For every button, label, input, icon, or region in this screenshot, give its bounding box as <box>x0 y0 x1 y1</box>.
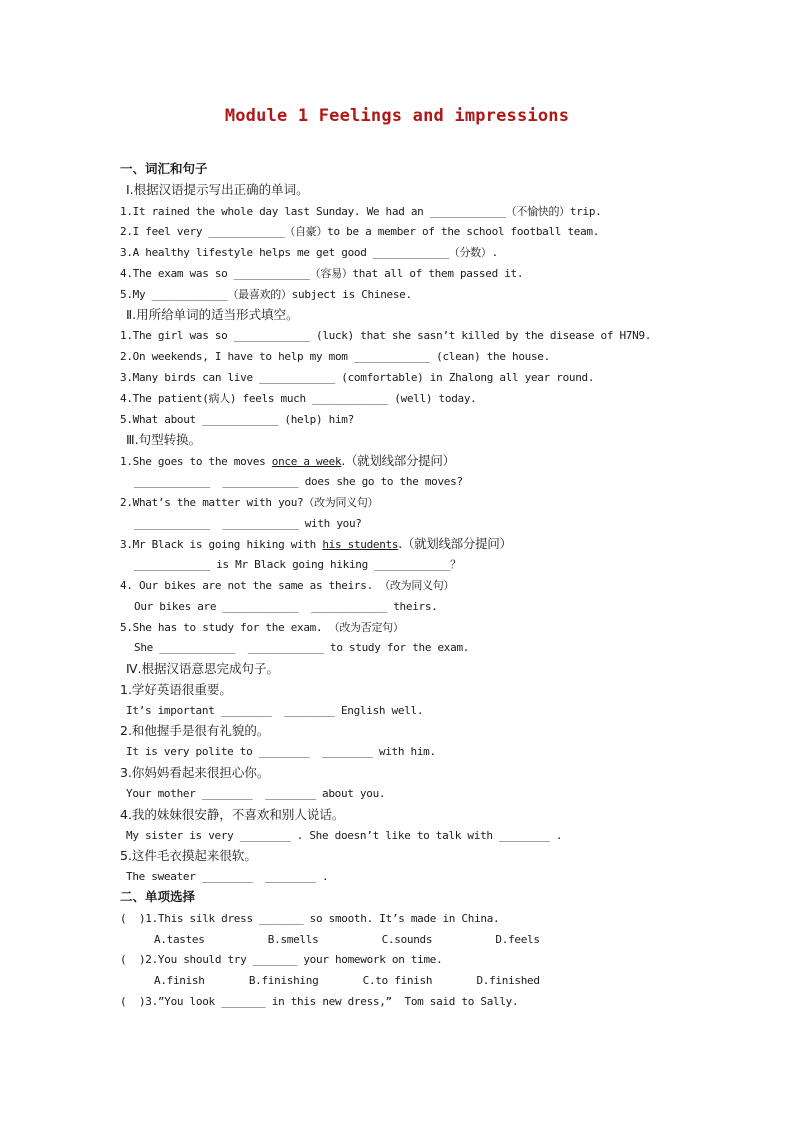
part2-item-5: 5.What about ____________ (help) him? <box>120 413 354 426</box>
choice-question-1: ( )1.This silk dress _______ so smooth. It’s made in China. <box>120 912 500 925</box>
part3-question-3: 3.Mr Black is going hiking with his students.（就划线部分提问） <box>120 536 512 551</box>
choice-options-2: A.finish B.finishing C.to finish D.finished <box>154 974 540 987</box>
part1-item-4: 4.The exam was so ____________（容易）that all of them passed it. <box>120 267 524 280</box>
part4-question-5: 5.这件毛衣摸起来很软。 <box>120 848 257 863</box>
part1-item-2: 2.I feel very ____________（自豪）to be a member of the school football team. <box>120 225 600 238</box>
section-heading-single-choice: 二、单项选择 <box>120 889 196 904</box>
section-heading-vocabulary: 一、词汇和句子 <box>120 161 208 176</box>
page-title: Module 1 Feelings and impressions <box>224 106 570 126</box>
part2-item-1: 1.The girl was so ____________ (luck) that she sasn’t killed by the disease of H7N9. <box>120 329 652 342</box>
part2-heading: Ⅱ.用所给单词的适当形式填空。 <box>126 307 299 322</box>
part3-heading: Ⅲ.句型转换。 <box>126 432 202 447</box>
part1-item-5: 5.My ____________（最喜欢的）subject is Chinese. <box>120 288 412 301</box>
choice-question-3: ( )3.”You look _______ in this new dress,” Tom said to Sally. <box>120 995 519 1008</box>
part3-question-1: 1.She goes to the moves once a week.（就划线部分提问） <box>120 453 455 468</box>
part4-answer-3: Your mother ________ ________ about you. <box>126 787 386 800</box>
part3-answer-4: Our bikes are ____________ ____________ theirs. <box>134 600 438 613</box>
underlined-phrase: once a week <box>271 455 342 468</box>
part1-heading: Ⅰ.根据汉语提示写出正确的单词。 <box>126 182 309 197</box>
part4-question-4: 4.我的妹妹很安静，不喜欢和别人说话。 <box>120 807 345 822</box>
part4-question-2: 2.和他握手是很有礼貌的。 <box>120 723 270 738</box>
part1-item-3: 3.A healthy lifestyle helps me get good ____________（分数）. <box>120 246 498 259</box>
part2-item-2: 2.On weekends, I have to help my mom ____________ (clean) the house. <box>120 350 550 363</box>
underlined-phrase: his students <box>322 538 399 551</box>
part4-answer-2: It is very polite to ________ ________ with him. <box>126 745 436 758</box>
part3-question-2: 2.What’s the matter with you?（改为同义句） <box>120 496 379 509</box>
choice-question-2: ( )2.You should try _______ your homework on time. <box>120 953 443 966</box>
part3-answer-5: She ____________ ____________ to study for the exam. <box>134 641 470 654</box>
part4-question-1: 1.学好英语很重要。 <box>120 682 232 697</box>
part3-answer-2: ____________ ____________ with you? <box>134 517 362 530</box>
part4-answer-4: My sister is very ________ . She doesn’t like to talk with ________ . <box>126 829 563 842</box>
part3-answer-1: ____________ ____________ does she go to the moves? <box>134 475 463 488</box>
part1-item-1: 1.It rained the whole day last Sunday. We had an ____________（不愉快的）trip. <box>120 205 602 218</box>
part2-item-4: 4.The patient(病人) feels much ____________ (well) today. <box>120 392 477 405</box>
part2-item-3: 3.Many birds can live ____________ (comfortable) in Zhalong all year round. <box>120 371 595 384</box>
part4-heading: Ⅳ.根据汉语意思完成句子。 <box>126 661 280 676</box>
part4-answer-1: It’s important ________ ________ English well. <box>126 704 424 717</box>
part4-answer-5: The sweater ________ ________ . <box>126 870 329 883</box>
part4-question-3: 3.你妈妈看起来很担心你。 <box>120 765 270 780</box>
part3-question-4: 4. Our bikes are not the same as theirs. （改为同义句） <box>120 579 455 592</box>
part3-answer-3: ____________ is Mr Black going hiking ____________？ <box>134 558 461 571</box>
choice-options-1: A.tastes B.smells C.sounds D.feels <box>154 933 540 946</box>
part3-question-5: 5.She has to study for the exam. （改为否定句） <box>120 621 404 634</box>
